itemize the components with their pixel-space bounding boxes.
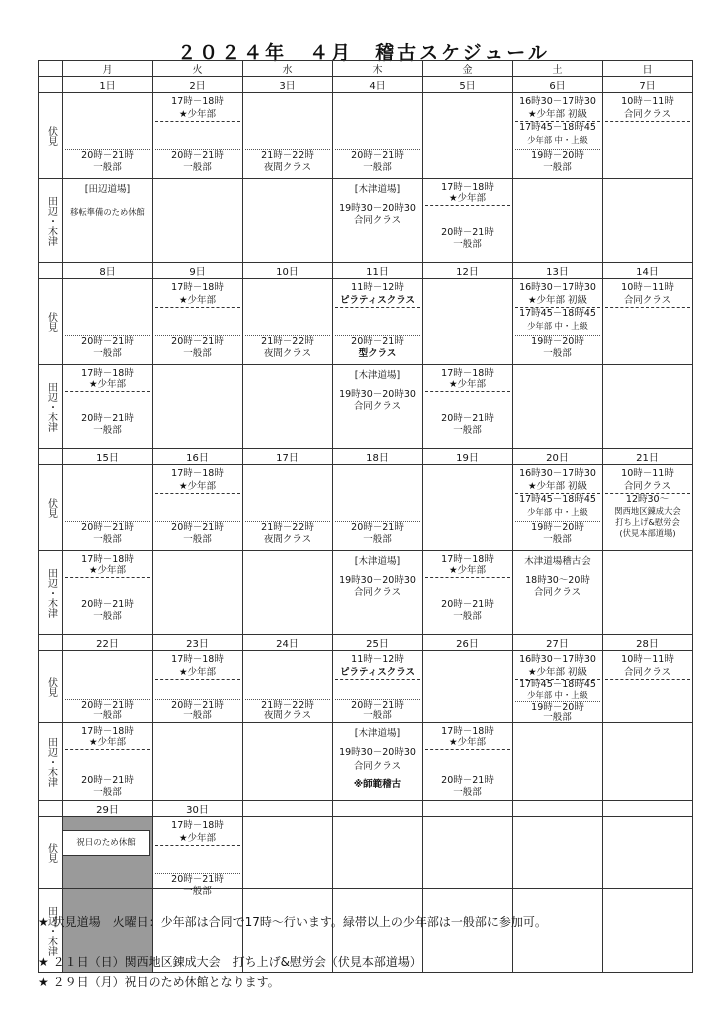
schedule-cell	[243, 551, 333, 635]
date-cell: 21日	[603, 449, 693, 465]
schedule-cell	[333, 817, 423, 889]
schedule-cell	[423, 551, 513, 635]
schedule-entry: 合同クラス	[353, 761, 402, 772]
schedule-cell	[333, 93, 423, 179]
tanabe-row	[39, 365, 693, 449]
schedule-cell	[333, 723, 423, 801]
schedule-entry: ★少年部	[65, 565, 150, 578]
location-label: 伏見	[39, 279, 63, 365]
schedule-cell	[423, 651, 513, 723]
location-label: 田辺・木津	[39, 365, 63, 449]
schedule-entry: 19時30－20時30	[339, 575, 416, 586]
date-cell	[603, 801, 693, 817]
weekday-header: 水	[243, 61, 333, 77]
schedule-cell	[63, 651, 153, 723]
schedule-entry: 20時－21時	[81, 775, 134, 786]
schedule-entry: ※師範稽古	[353, 779, 402, 790]
schedule-entry: 合同クラス	[353, 401, 402, 412]
date-cell: 28日	[603, 635, 693, 651]
schedule-entry: 夜間クラス	[263, 348, 312, 359]
location-label: 伏見	[39, 93, 63, 179]
schedule-entry: ★少年部	[155, 481, 240, 494]
schedule-entry: 11時－12時	[351, 654, 404, 665]
note-line: ★ ２９日（月）祝日のため休館となります。	[38, 975, 280, 989]
schedule-entry: [木津道場]	[354, 728, 401, 739]
schedule-entry: ★少年部	[155, 667, 240, 680]
schedule-entry: 一般部	[93, 348, 122, 359]
schedule-entry: 一般部	[93, 710, 122, 721]
schedule-entry: 19時30－20時30	[339, 747, 416, 758]
schedule-entry: 一般部	[183, 886, 212, 897]
schedule-entry: 16時30－17時30	[519, 282, 596, 293]
schedule-cell	[423, 817, 513, 889]
schedule-cell	[63, 551, 153, 635]
schedule-entry: 16時30－17時30	[519, 654, 596, 665]
schedule-cell	[333, 551, 423, 635]
schedule-cell	[603, 93, 693, 179]
schedule-entry: 20時－21時	[335, 335, 420, 348]
weekday-header: 木	[333, 61, 423, 77]
schedule-entry: 一般部	[543, 348, 572, 359]
schedule-cell	[63, 179, 153, 263]
schedule-entry: 19時－20時	[515, 149, 600, 162]
schedule-cell	[153, 651, 243, 723]
schedule-entry: 21時－22時	[245, 335, 330, 348]
date-cell: 29日	[63, 801, 153, 817]
schedule-entry: ピラティスクラス	[335, 667, 420, 680]
date-cell	[423, 801, 513, 817]
schedule-entry: 木津道場稽古会	[524, 556, 591, 567]
fushimi-row	[39, 279, 693, 365]
date-row	[39, 801, 693, 817]
date-cell: 19日	[423, 449, 513, 465]
schedule-cell	[153, 551, 243, 635]
schedule-entry: 17時45－18時45	[519, 679, 596, 690]
schedule-entry: 夜間クラス	[263, 710, 312, 721]
schedule-cell	[423, 93, 513, 179]
fushimi-row	[39, 651, 693, 723]
schedule-entry: 17時－18時	[171, 468, 224, 479]
schedule-entry: 少年部 中・上級	[527, 135, 588, 145]
schedule-entry: 合同クラス	[605, 109, 690, 122]
schedule-entry: 一般部	[453, 611, 482, 622]
schedule-entry: [木津道場]	[354, 184, 401, 195]
schedule-entry: 17時－18時	[171, 820, 224, 831]
schedule-entry: 一般部	[363, 162, 392, 173]
schedule-cell	[63, 723, 153, 801]
fushimi-row	[39, 93, 693, 179]
schedule-entry: 17時45－18時45	[519, 122, 596, 133]
date-corner	[39, 449, 63, 465]
schedule-entry: 20時－21時	[155, 149, 240, 162]
weekday-header: 日	[603, 61, 693, 77]
schedule-cell	[603, 465, 693, 551]
schedule-cell	[513, 365, 603, 449]
schedule-cell	[153, 179, 243, 263]
date-cell: 23日	[153, 635, 243, 651]
page-title: ２０２４年 ４月 稽古スケジュール	[177, 42, 550, 64]
schedule-entry: 合同クラス	[353, 587, 402, 598]
weekday-header: 火	[153, 61, 243, 77]
schedule-entry: 20時－21時	[81, 599, 134, 610]
date-cell: 5日	[423, 77, 513, 93]
schedule-entry: 10時－11時	[621, 468, 674, 479]
closed-holiday-label: 祝日のため休館	[62, 830, 150, 856]
date-cell	[513, 801, 603, 817]
schedule-entry: 19時30－20時30	[339, 203, 416, 214]
schedule-entry: 合同クラス	[605, 295, 690, 308]
schedule-cell	[603, 723, 693, 801]
schedule-entry: 20時－21時	[441, 227, 494, 238]
note-line	[38, 932, 718, 952]
note-line: ★ ２１日（日）関西地区錬成大会 打ち上げ&慰労会（伏見本部道場）	[38, 955, 422, 969]
schedule-entry: ★少年部 初級	[515, 667, 600, 680]
schedule-entry: ★少年部	[65, 737, 150, 750]
date-row	[39, 77, 693, 93]
schedule-cell	[423, 279, 513, 365]
schedule-entry: 20時－21時	[335, 149, 420, 162]
schedule-entry: 少年部 中・上級	[527, 507, 588, 517]
schedule-cell	[513, 651, 603, 723]
schedule-entry: 21時－22時	[245, 521, 330, 534]
schedule-entry: 一般部	[543, 534, 572, 545]
schedule-cell	[243, 279, 333, 365]
schedule-cell	[513, 465, 603, 551]
date-cell: 8日	[63, 263, 153, 279]
schedule-entry: ★少年部	[155, 295, 240, 308]
schedule-entry: 一般部	[453, 787, 482, 798]
schedule-entry: 17時－18時	[81, 368, 134, 379]
location-label: 田辺・木津	[39, 551, 63, 635]
schedule-entry: 11時－12時	[351, 282, 404, 293]
schedule-entry: 20時－21時	[65, 699, 150, 712]
schedule-entry: 19時－20時	[515, 335, 600, 348]
schedule-cell	[423, 179, 513, 263]
date-cell: 13日	[513, 263, 603, 279]
schedule-entry: 17時－18時	[441, 182, 494, 193]
schedule-cell	[63, 93, 153, 179]
date-cell	[243, 801, 333, 817]
date-cell: 2日	[153, 77, 243, 93]
schedule-cell	[333, 651, 423, 723]
schedule-entry: (伏見本部道場)	[619, 528, 676, 538]
date-cell: 11日	[333, 263, 423, 279]
schedule-entry: 19時30－20時30	[339, 389, 416, 400]
schedule-cell	[333, 279, 423, 365]
schedule-cell	[423, 723, 513, 801]
schedule-entry: 20時－21時	[65, 335, 150, 348]
date-cell: 20日	[513, 449, 603, 465]
date-cell: 30日	[153, 801, 243, 817]
date-cell: 15日	[63, 449, 153, 465]
schedule-entry: 17時45－18時45	[519, 494, 596, 505]
schedule-entry: 20時－21時	[155, 873, 240, 886]
schedule-cell	[243, 93, 333, 179]
fushimi-row	[39, 465, 693, 551]
date-corner	[39, 77, 63, 93]
tanabe-row	[39, 723, 693, 801]
schedule-entry: 一般部	[93, 425, 122, 436]
location-label: 伏見	[39, 651, 63, 723]
date-cell: 22日	[63, 635, 153, 651]
schedule-entry: [木津道場]	[354, 556, 401, 567]
note-line: ★ 伏見道場 火曜日：少年部は合同で17時～行います。緑帯以上の少年部は一般部に参加可。	[38, 915, 547, 929]
schedule-cell	[63, 365, 153, 449]
schedule-entry: 17時－18時	[81, 726, 134, 737]
schedule-entry: 一般部	[453, 425, 482, 436]
schedule-entry: 17時－18時	[441, 368, 494, 379]
schedule-entry: ★少年部	[425, 565, 510, 578]
schedule-entry: 20時－21時	[335, 521, 420, 534]
schedule-entry: 20時－21時	[65, 521, 150, 534]
schedule-cell	[243, 465, 333, 551]
schedule-cell	[63, 279, 153, 365]
date-cell: 4日	[333, 77, 423, 93]
schedule-entry: ★少年部 初級	[515, 295, 600, 308]
schedule-entry: 合同クラス	[353, 215, 402, 226]
schedule-cell	[333, 465, 423, 551]
date-cell: 25日	[333, 635, 423, 651]
schedule-entry: 関西地区錬成大会	[614, 506, 681, 516]
date-cell: 12日	[423, 263, 513, 279]
schedule-entry: 17時45－18時45	[519, 308, 596, 319]
schedule-entry: 一般部	[183, 162, 212, 173]
schedule-entry: 10時－11時	[621, 96, 674, 107]
schedule-entry: 型クラス	[358, 348, 397, 359]
location-label: 田辺・木津	[39, 179, 63, 263]
schedule-cell	[333, 179, 423, 263]
schedule-cell	[603, 279, 693, 365]
schedule-entry: 17時－18時	[441, 726, 494, 737]
schedule-cell	[513, 551, 603, 635]
schedule-entry: 12時30～	[625, 494, 670, 505]
schedule-cell	[243, 365, 333, 449]
date-row	[39, 449, 693, 465]
schedule-entry: 18時30～20時	[525, 575, 590, 586]
schedule-cell	[153, 817, 243, 897]
date-corner	[39, 263, 63, 279]
schedule-cell	[423, 365, 513, 449]
schedule-entry: 少年部 中・上級	[527, 690, 588, 700]
schedule-entry: ★少年部	[425, 737, 510, 750]
schedule-cell	[603, 551, 693, 635]
schedule-entry: 20時－21時	[155, 699, 240, 712]
schedule-entry: 21時－22時	[245, 149, 330, 162]
schedule-cell	[153, 465, 243, 551]
schedule-entry: 17時－18時	[441, 554, 494, 565]
location-label: 田辺・木津	[39, 723, 63, 801]
schedule-entry: 10時－11時	[621, 282, 674, 293]
schedule-cell	[153, 279, 243, 365]
schedule-cell	[603, 365, 693, 449]
schedule-cell	[243, 817, 333, 889]
schedule-entry: 19時－20時	[515, 521, 600, 534]
schedule-entry: ★少年部	[65, 379, 150, 392]
schedule-entry: 17時－18時	[81, 554, 134, 565]
schedule-cell	[243, 179, 333, 263]
schedule-cell	[423, 465, 513, 551]
date-cell: 26日	[423, 635, 513, 651]
date-cell: 3日	[243, 77, 333, 93]
schedule-entry: ★少年部	[155, 109, 240, 122]
schedule-entry: 合同クラス	[533, 587, 582, 598]
location-label: 伏見	[39, 465, 63, 551]
header-corner	[39, 61, 63, 77]
date-corner	[39, 635, 63, 651]
schedule-entry: 16時30－17時30	[519, 96, 596, 107]
date-cell: 16日	[153, 449, 243, 465]
schedule-entry: 20時－21時	[335, 699, 420, 712]
schedule-entry: ピラティスクラス	[335, 295, 420, 308]
date-cell	[333, 801, 423, 817]
schedule-entry: 夜間クラス	[263, 534, 312, 545]
schedule-cell	[153, 93, 243, 179]
weekday-header: 金	[423, 61, 513, 77]
schedule-cell	[513, 179, 603, 263]
notes-section	[38, 912, 718, 992]
schedule-entry: 合同クラス	[605, 667, 690, 680]
schedule-entry: 20時－21時	[155, 335, 240, 348]
schedule-entry: ★少年部 初級	[515, 109, 600, 122]
schedule-entry: 一般部	[363, 534, 392, 545]
schedule-entry: 一般部	[93, 534, 122, 545]
schedule-cell	[63, 465, 153, 551]
schedule-cell	[513, 723, 603, 801]
schedule-cell	[513, 817, 603, 889]
date-cell: 14日	[603, 263, 693, 279]
date-corner	[39, 801, 63, 817]
schedule-entry: 夜間クラス	[263, 162, 312, 173]
date-cell: 9日	[153, 263, 243, 279]
date-cell: 1日	[63, 77, 153, 93]
date-cell: 6日	[513, 77, 603, 93]
date-cell: 7日	[603, 77, 693, 93]
schedule-entry: 20時－21時	[441, 599, 494, 610]
schedule-entry: 一般部	[543, 162, 572, 173]
schedule-cell	[603, 817, 693, 889]
schedule-entry: 17時－18時	[171, 96, 224, 107]
schedule-entry: 打ち上げ&慰労会	[615, 517, 680, 527]
schedule-entry: 21時－22時	[245, 699, 330, 712]
schedule-cell	[513, 279, 603, 365]
schedule-entry: [田辺道場]	[84, 184, 131, 195]
schedule-entry: ★少年部 初級	[515, 481, 600, 494]
location-label: 伏見	[39, 817, 63, 889]
date-cell: 24日	[243, 635, 333, 651]
location-label: 田辺・木津	[39, 889, 63, 973]
schedule-entry: 少年部 中・上級	[527, 321, 588, 331]
schedule-entry: 一般部	[363, 710, 392, 721]
tanabe-row	[39, 551, 693, 635]
weekday-header: 月	[63, 61, 153, 77]
schedule-cell	[333, 365, 423, 449]
schedule-entry: 一般部	[93, 162, 122, 173]
schedule-cell	[243, 723, 333, 801]
weekday-header-row	[39, 61, 693, 77]
date-cell: 17日	[243, 449, 333, 465]
schedule-entry: 20時－21時	[155, 521, 240, 534]
schedule-entry: 19時－20時	[515, 701, 600, 714]
schedule-entry: 一般部	[183, 710, 212, 721]
schedule-entry: 一般部	[453, 239, 482, 250]
schedule-entry: 一般部	[93, 787, 122, 798]
weekday-header: 土	[513, 61, 603, 77]
date-row	[39, 635, 693, 651]
schedule-entry: ★少年部	[155, 833, 240, 846]
schedule-cell	[513, 93, 603, 179]
schedule-cell	[243, 651, 333, 723]
schedule-entry: 20時－21時	[441, 775, 494, 786]
schedule-entry: 16時30－17時30	[519, 468, 596, 479]
schedule-cell	[603, 179, 693, 263]
schedule-entry: [木津道場]	[354, 370, 401, 381]
schedule-entry: 移転準備のため休館	[70, 207, 145, 217]
date-row	[39, 263, 693, 279]
schedule-entry: 合同クラス	[605, 481, 690, 494]
schedule-entry: 20時－21時	[65, 149, 150, 162]
schedule-entry: ★少年部	[425, 379, 510, 392]
schedule-entry: ★少年部	[425, 193, 510, 206]
date-cell: 27日	[513, 635, 603, 651]
date-cell: 10日	[243, 263, 333, 279]
schedule-entry: 20時－21時	[81, 413, 134, 424]
schedule-entry: 20時－21時	[441, 413, 494, 424]
schedule-entry: 一般部	[183, 348, 212, 359]
schedule-entry: 10時－11時	[621, 654, 674, 665]
schedule-entry: 一般部	[543, 712, 572, 723]
schedule-cell	[603, 651, 693, 723]
schedule-entry: 一般部	[183, 534, 212, 545]
schedule-entry: 17時－18時	[171, 282, 224, 293]
schedule-cell	[153, 365, 243, 449]
schedule-cell	[153, 723, 243, 801]
tanabe-row	[39, 179, 693, 263]
schedule-entry: 17時－18時	[171, 654, 224, 665]
schedule-entry: 一般部	[93, 611, 122, 622]
date-cell: 18日	[333, 449, 423, 465]
